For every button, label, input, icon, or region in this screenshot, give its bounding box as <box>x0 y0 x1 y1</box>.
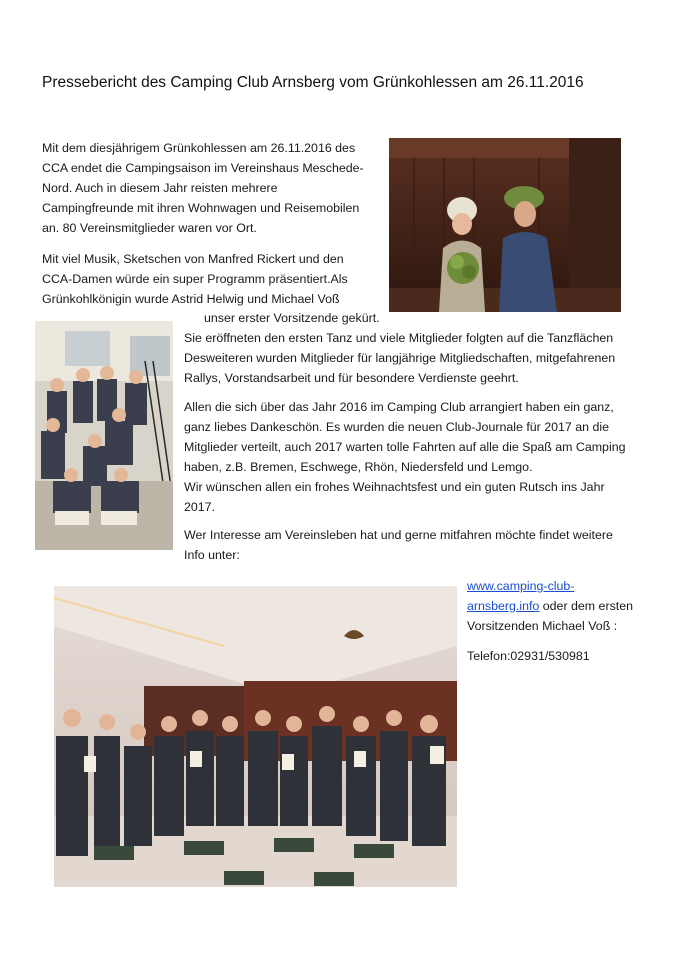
website-link[interactable]: www.camping-club- <box>467 579 575 593</box>
paragraph-program <box>42 249 348 309</box>
website-link-continued[interactable]: arnsberg.info <box>467 599 540 613</box>
photo-honored-members <box>54 586 457 887</box>
text-line: Sie eröffneten den ersten Tanz und viele Mitglieder folgten auf die Tanzflächen <box>184 331 614 345</box>
text-line: Grünkohlkönigin wurde Astrid Helwig und Michael Voß <box>42 292 340 306</box>
photo-grunkohl-royals <box>389 138 621 312</box>
paragraph-intro <box>42 138 364 238</box>
contact-text: oder dem ersten <box>539 599 633 613</box>
text-line: Rallys, Vorstandsarbeit und für besondere Verdienste geehrt. <box>184 371 519 385</box>
contact-text: Vorsitzenden Michael Voß : <box>467 619 618 633</box>
text-line: CCA-Damen würde ein super Programm präsentiert.Als <box>42 272 348 286</box>
text-line: Wer Interesse am Vereinsleben hat und gerne mitfahren möchte findet weitere <box>184 528 613 542</box>
text-line: unser erster Vorsitzende gekürt. <box>204 311 380 325</box>
text-line: 2017. <box>184 500 216 514</box>
text-line: Mit dem diesjährigem Grünkohlessen am 26.11.2016 des <box>42 141 356 155</box>
phone-number: Telefon:02931/530981 <box>467 649 590 663</box>
text-line: Desweiteren wurden Mitglieder für langjährige Mitgliedschaften, mitgefahrenen <box>184 351 616 365</box>
contact-block <box>467 576 633 666</box>
photo-cca-ladies <box>35 321 173 550</box>
text-line: Info unter: <box>184 548 240 562</box>
text-line: Campingfreunde mit ihren Wohnwagen und Reisemobilen <box>42 201 360 215</box>
text-line: CCA endet die Campingsaison im Vereinshaus Meschede- <box>42 161 364 175</box>
paragraph-program-continued <box>184 308 615 388</box>
paragraph-info <box>184 525 613 565</box>
page-title: Pressebericht des Camping Club Arnsberg vom Grünkohlessen am 26.11.2016 <box>42 74 584 91</box>
text-line: Allen die sich über das Jahr 2016 im Camping Club arrangiert haben ein ganz, <box>184 400 614 414</box>
text-line: an. 80 Vereinsmitglieder waren vor Ort. <box>42 221 257 235</box>
text-line: Nord. Auch in diesem Jahr reisten mehrere <box>42 181 278 195</box>
text-line: haben, z.B. Bremen, Eschwege, Rhön, Niedersfeld und Lemgo. <box>184 460 533 474</box>
text-line: ganz liebes Dankeschön. Es wurden die neuen Club-Journale für 2017 an die <box>184 420 610 434</box>
text-line: Mitglieder verteilt, auch 2017 warten tolle Fahrten auf alle die Spaß am Camping <box>184 440 626 454</box>
text-line: Wir wünschen allen ein frohes Weihnachtsfest und ein guten Rutsch ins Jahr <box>184 480 605 494</box>
paragraph-thanks <box>184 397 625 517</box>
text-line: Mit viel Musik, Sketschen von Manfred Rickert und den <box>42 252 344 266</box>
